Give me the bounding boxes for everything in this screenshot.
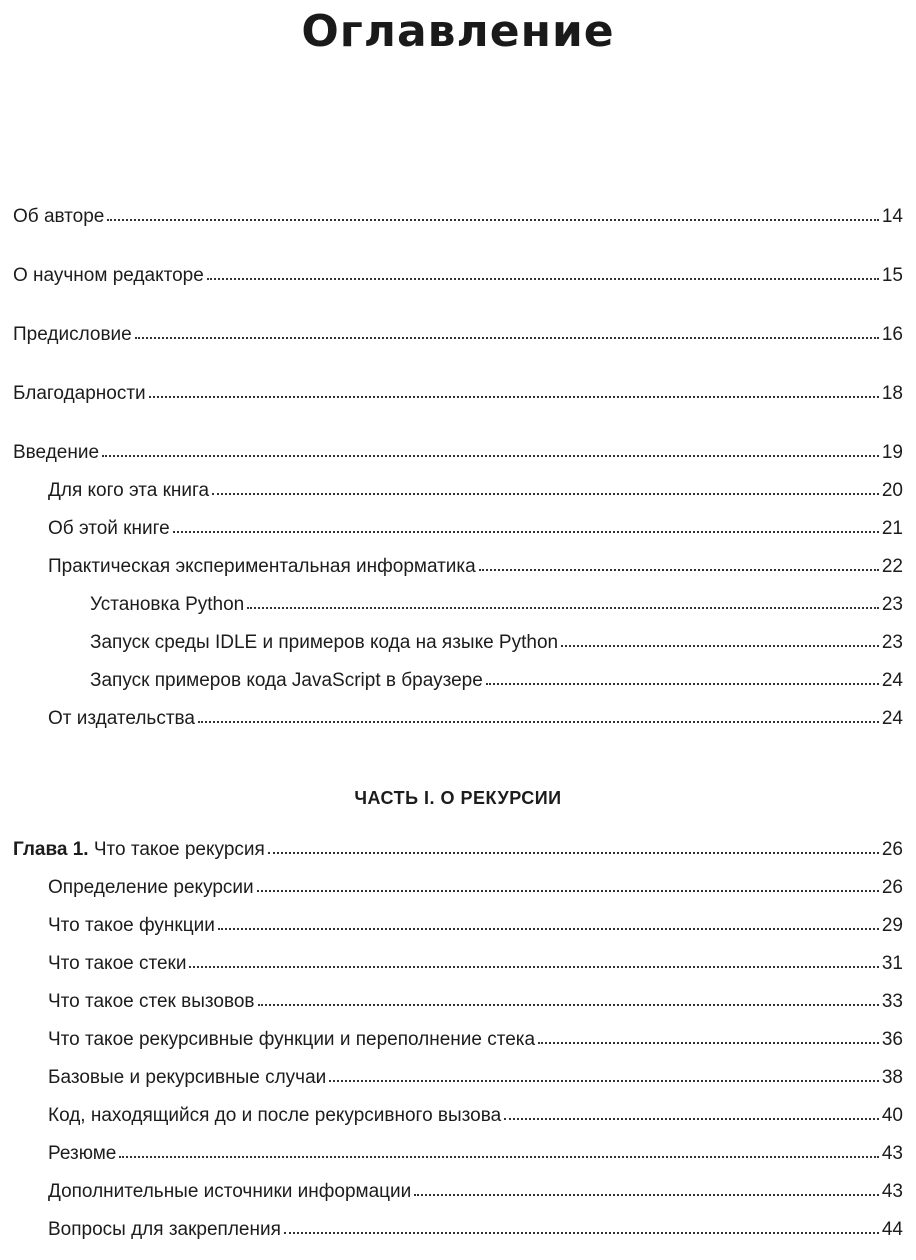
- toc-entry-title: Благодарности: [13, 383, 146, 404]
- toc-entry-definition-recursion[interactable]: [48, 876, 903, 900]
- toc-entry-about-author[interactable]: [13, 205, 903, 229]
- toc-entry-page: 36: [881, 1029, 903, 1050]
- dot-leader: [107, 215, 878, 221]
- dot-leader: [504, 1114, 879, 1120]
- chapter-prefix: Глава 1.: [13, 839, 89, 860]
- toc-entry-introduction[interactable]: [13, 441, 903, 465]
- toc-entry-title: Что такое функции: [48, 915, 215, 936]
- toc-entry-page: 26: [881, 877, 903, 898]
- dot-leader: [218, 924, 879, 930]
- dot-leader: [329, 1076, 879, 1082]
- toc-entry-base-cases[interactable]: [48, 1066, 903, 1090]
- toc-entry-title: От издательства: [48, 708, 195, 729]
- toc-entry-page: 29: [881, 915, 903, 936]
- toc-entry-summary[interactable]: [48, 1142, 903, 1166]
- toc-entry-page: 26: [881, 839, 903, 860]
- dot-leader: [258, 1000, 879, 1006]
- page-title: Оглавление: [301, 6, 615, 57]
- dot-leader: [538, 1038, 879, 1044]
- toc-entry-title: Для кого эта книга: [48, 480, 210, 501]
- toc-entry-title: Установка Python: [90, 594, 245, 615]
- toc-entry-further-reading[interactable]: [48, 1180, 903, 1204]
- toc-entry-preface[interactable]: [13, 323, 903, 347]
- toc-entry-about-book[interactable]: [48, 517, 903, 541]
- toc-entry-title: Вопросы для закрепления: [48, 1219, 281, 1240]
- toc-entry-functions[interactable]: [48, 914, 903, 938]
- dot-leader: [479, 565, 879, 571]
- toc-entry-who-is-book-for[interactable]: [48, 479, 903, 503]
- toc-entry-page: 31: [881, 953, 903, 974]
- toc-entry-page: 44: [881, 1219, 903, 1240]
- toc-chapter-1[interactable]: [13, 838, 903, 862]
- toc-entry-title: Определение рекурсии: [48, 877, 254, 898]
- dot-leader: [173, 527, 879, 533]
- toc-entry-title: Что такое стеки: [48, 953, 187, 974]
- toc-entry-acknowledgements[interactable]: [13, 382, 903, 406]
- toc-entry-code-before-after[interactable]: [48, 1104, 903, 1128]
- toc-entry-page: 20: [881, 480, 903, 501]
- toc-entry-page: 40: [881, 1105, 903, 1126]
- dot-leader: [198, 717, 879, 723]
- toc-entry-page: 19: [881, 442, 903, 463]
- toc-entry-title: Об этой книге: [48, 518, 170, 539]
- toc-entry-title: Предисловие: [13, 324, 132, 345]
- toc-entry-page: 23: [881, 632, 903, 653]
- toc-entry-call-stack[interactable]: [48, 990, 903, 1014]
- toc-entry-title: Что такое рекурсивные функции и переполнение стека: [48, 1029, 536, 1050]
- dot-leader: [149, 392, 879, 398]
- dot-leader: [561, 641, 879, 647]
- toc-entry-page: 43: [881, 1143, 903, 1164]
- toc-entry-title: Резюме: [48, 1143, 117, 1164]
- toc-entry-title: Код, находящийся до и после рекурсивного вызова: [48, 1105, 502, 1126]
- dot-leader: [247, 603, 879, 609]
- toc-entry-title: Запуск среды IDLE и примеров кода на языке Python: [90, 632, 559, 653]
- toc-entry-title: Дополнительные источники информации: [48, 1181, 412, 1202]
- toc-entry-page: 16: [881, 324, 903, 345]
- toc-entry-title: [13, 838, 265, 862]
- toc-entry-page: 18: [881, 383, 903, 404]
- toc-entry-page: 21: [881, 518, 903, 539]
- toc-entry-practical-cs[interactable]: [48, 555, 903, 579]
- chapter-title: Что такое рекурсия: [93, 839, 265, 860]
- toc-entry-title: Базовые и рекурсивные случаи: [48, 1067, 327, 1088]
- toc-entry-title: Запуск примеров кода JavaScript в браузере: [90, 670, 483, 691]
- toc-entry-stacks[interactable]: [48, 952, 903, 976]
- toc-entry-page: 24: [881, 708, 903, 729]
- dot-leader: [284, 1228, 879, 1234]
- toc-entry-recursive-functions[interactable]: [48, 1028, 903, 1052]
- part-heading: ЧАСТЬ I. О РЕКУРСИИ: [354, 788, 562, 808]
- dot-leader: [102, 451, 879, 457]
- toc-entry-title: Об авторе: [13, 206, 105, 227]
- toc-entry-title: Что такое стек вызовов: [48, 991, 255, 1012]
- dot-leader: [207, 274, 879, 280]
- dot-leader: [414, 1190, 879, 1196]
- toc-entry-title: О научном редакторе: [13, 265, 204, 286]
- toc-entry-page: 15: [881, 265, 903, 286]
- toc-entry-science-editor[interactable]: [13, 264, 903, 288]
- toc-entry-title: Введение: [13, 442, 100, 463]
- toc-entry-run-idle[interactable]: [90, 631, 903, 655]
- dot-leader: [268, 848, 879, 854]
- toc-entry-page: 38: [881, 1067, 903, 1088]
- toc-entry-title: Практическая экспериментальная информатика: [48, 556, 476, 577]
- toc-entry-page: 24: [881, 670, 903, 691]
- toc-entry-page: 43: [881, 1181, 903, 1202]
- dot-leader: [257, 886, 879, 892]
- dot-leader: [135, 333, 879, 339]
- toc-entry-practice-questions[interactable]: [48, 1218, 903, 1242]
- dot-leader: [212, 489, 879, 495]
- toc-entry-install-python[interactable]: [90, 593, 903, 617]
- dot-leader: [486, 679, 879, 685]
- toc-entry-page: 22: [881, 556, 903, 577]
- toc-entry-page: 14: [881, 206, 903, 227]
- dot-leader: [119, 1152, 878, 1158]
- toc-entry-from-publisher[interactable]: [48, 707, 903, 731]
- toc-entry-page: 23: [881, 594, 903, 615]
- dot-leader: [189, 962, 878, 968]
- toc-entry-run-javascript[interactable]: [90, 669, 903, 693]
- toc-entry-page: 33: [881, 991, 903, 1012]
